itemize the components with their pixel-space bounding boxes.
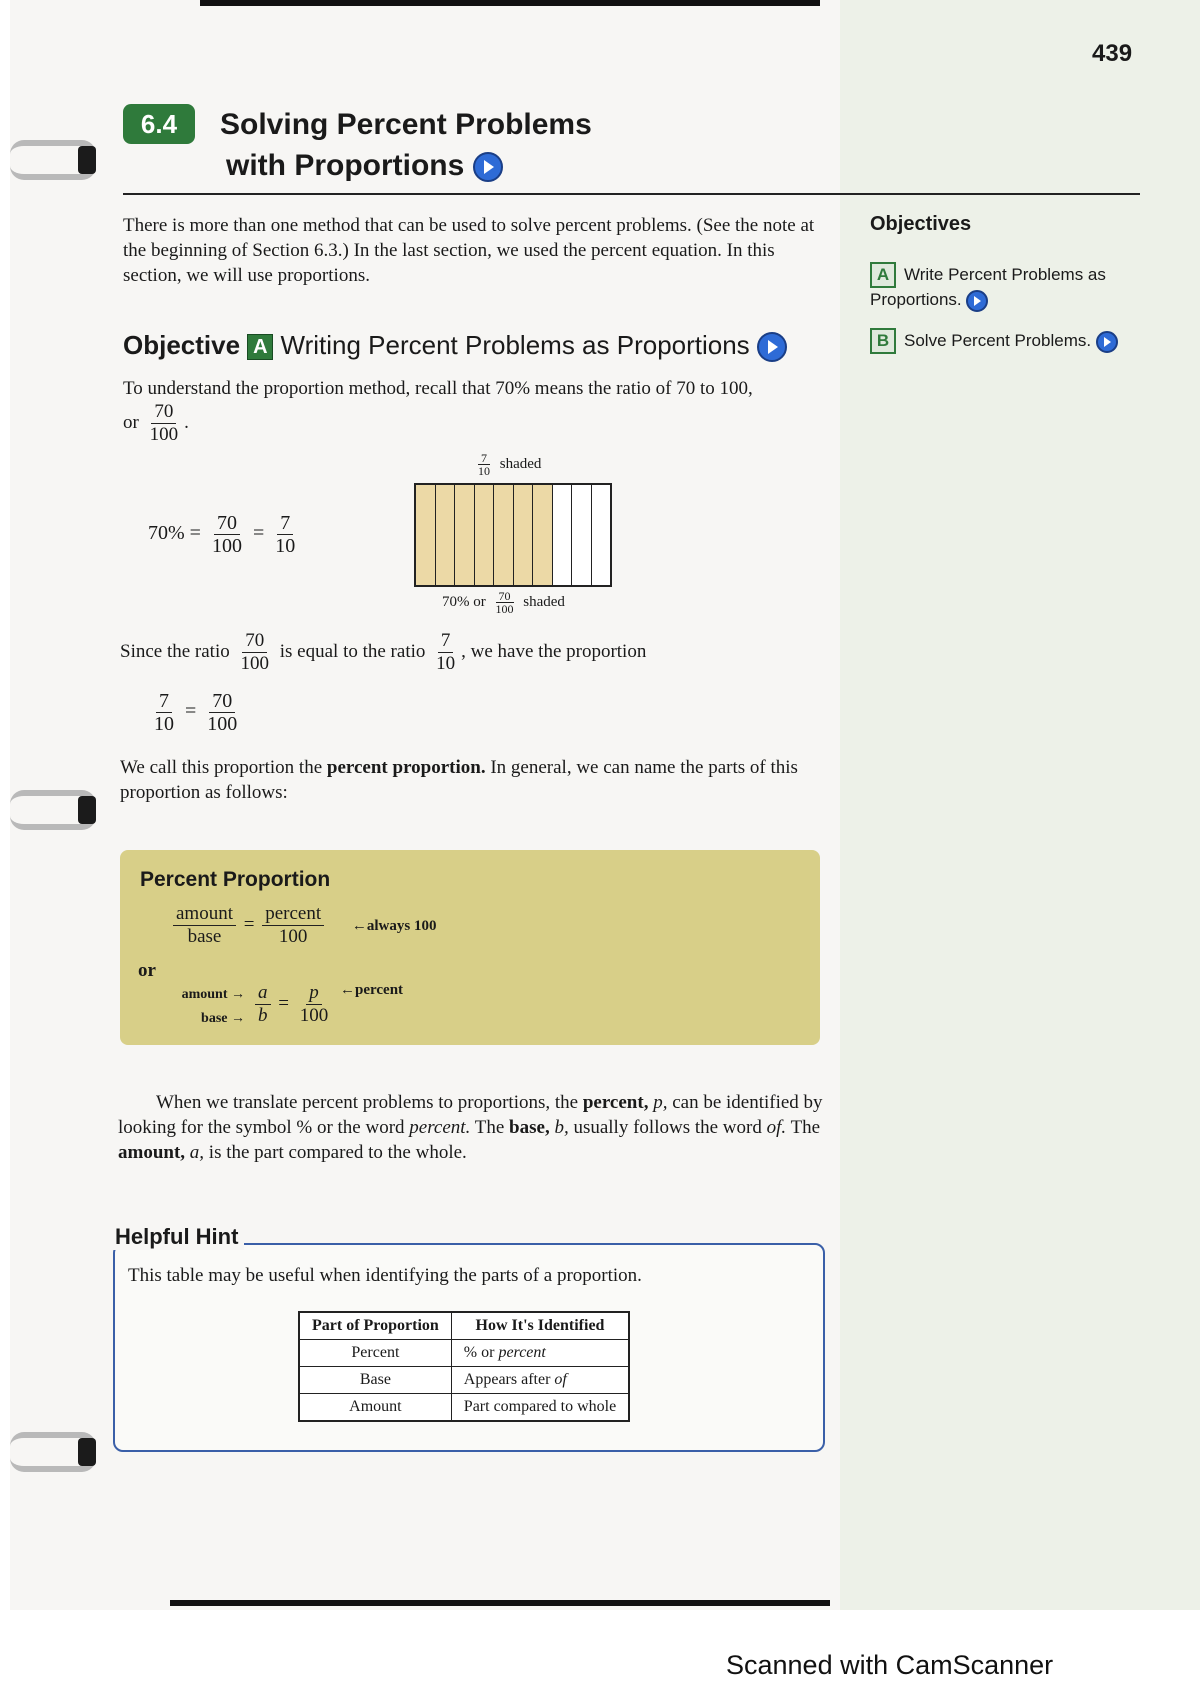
- always-100-note: ←always 100: [351, 917, 437, 934]
- shaded-grid: [414, 483, 612, 587]
- fraction: $\frac{7}{10}$: [275, 512, 296, 557]
- play-icon[interactable]: [1096, 331, 1118, 353]
- grid-top-text: shaded: [499, 456, 542, 472]
- var: b,: [554, 1117, 569, 1138]
- objectives-title: Objectives: [870, 213, 972, 235]
- paragraph-since: [120, 630, 840, 675]
- objective-letter: A: [870, 262, 896, 288]
- fraction: $\frac{70}{100}$: [207, 690, 238, 735]
- text: is the part compared to the whole.: [208, 1142, 467, 1163]
- scanner-watermark: Scanned with CamScanner: [726, 1650, 1054, 1680]
- text: usually follows the word: [573, 1117, 762, 1138]
- helpful-hint-text: This table may be useful when identifying the parts of a proportion.: [128, 1265, 642, 1286]
- table-header-row: [299, 1312, 629, 1340]
- section-number-badge: 6.4: [123, 104, 195, 144]
- table-row: [299, 1340, 629, 1367]
- grid-cell-shaded: [514, 485, 534, 585]
- var: p,: [653, 1092, 668, 1113]
- equation-70-percent: [148, 512, 301, 557]
- table-header: How It's Identified: [451, 1312, 629, 1340]
- text: , we have the proportion: [461, 640, 647, 662]
- eq-sign: =: [243, 913, 255, 935]
- var: percent.: [409, 1117, 471, 1138]
- paragraph-ratio: To understand the proportion method, recall that 70% means the ratio of 70 to 100, or $\frac{70}{100}$ .: [123, 378, 753, 445]
- percent-arrow: ←percent: [340, 982, 404, 998]
- fraction: $\frac{p}{100}$: [299, 982, 329, 1026]
- grid-cell: [592, 485, 611, 585]
- fraction: $\frac{a}{b}$: [255, 982, 271, 1027]
- term: base,: [509, 1117, 550, 1138]
- text: We call this proportion the: [120, 757, 323, 778]
- objective-item-b[interactable]: [870, 328, 1140, 354]
- text: Since the ratio: [120, 640, 230, 662]
- binder-ring-icon: [10, 140, 96, 180]
- bottom-edge: [170, 1600, 830, 1606]
- table-cell: Part compared to whole: [451, 1394, 629, 1422]
- grid-cell: [553, 485, 573, 585]
- objective-text: Write Percent Problems as Proportions.: [870, 265, 1106, 309]
- term: amount,: [118, 1142, 186, 1163]
- binder-ring-icon: [10, 1432, 96, 1472]
- grid-cell-shaded: [533, 485, 553, 585]
- margin-column: [840, 0, 1200, 1610]
- grid-cell-shaded: [455, 485, 475, 585]
- fraction: $\frac{7}{10}$: [478, 451, 490, 479]
- helpful-hint-title: Helpful Hint: [113, 1224, 244, 1250]
- grid-bottom-prefix: 70% or: [442, 594, 486, 610]
- objective-prefix: Objective: [123, 330, 241, 360]
- fraction: $\frac{70}{100}$: [495, 589, 514, 617]
- or-label: or: [138, 960, 156, 981]
- equation-proportion: [148, 690, 243, 735]
- objective-text: Solve Percent Problems.: [904, 331, 1092, 350]
- binder-ring-icon: [10, 790, 96, 830]
- grid-cell-shaded: [416, 485, 436, 585]
- percent-proportion-formula: [170, 903, 436, 948]
- grid-top-label: [472, 452, 541, 477]
- fraction: $\frac{\text{amount}}{\text{base}}$: [173, 903, 236, 948]
- term-percent-proportion: percent proportion.: [326, 757, 486, 778]
- table-row: [299, 1367, 629, 1394]
- eq-sign: =: [278, 992, 289, 1014]
- paragraph-ratio-or: or: [123, 411, 139, 433]
- intro-paragraph: There is more than one method that can be used to solve percent problems. (See the note at the beginning of Section 6.3.) In the last section, we used the percent equation. In this section, we will use proportions.: [123, 215, 815, 286]
- objective-letter-badge: A: [247, 334, 273, 360]
- table-cell: Amount: [299, 1394, 451, 1422]
- var: a,: [189, 1142, 205, 1163]
- objective-letter: B: [870, 328, 896, 354]
- table-row: [299, 1394, 629, 1422]
- title-rule: [123, 193, 1140, 195]
- fraction: $\frac{7}{10}$: [436, 630, 456, 674]
- eq-sign: =: [189, 522, 201, 545]
- fraction: $\frac{7}{10}$: [154, 690, 174, 735]
- eq-sign: =: [185, 700, 197, 723]
- table-cell: Percent: [299, 1340, 451, 1367]
- objective-item-a[interactable]: [870, 262, 1140, 312]
- play-icon[interactable]: [757, 332, 787, 362]
- fraction-70-100: $\frac{70}{100}$: [149, 401, 179, 445]
- paragraph-identify-parts: [118, 1090, 840, 1165]
- paragraph-percent-proportion: [120, 755, 842, 805]
- text: When we translate percent problems to proportions, the: [156, 1092, 579, 1113]
- var: of.: [766, 1117, 787, 1138]
- eq-sign: =: [252, 522, 265, 545]
- play-icon[interactable]: [473, 152, 503, 182]
- grid-bottom-label: [442, 590, 565, 615]
- text: is equal to the ratio: [279, 640, 426, 662]
- text: The: [790, 1117, 821, 1138]
- textbook-page: [10, 0, 1200, 1610]
- fraction: $\frac{70}{100}$: [240, 630, 269, 674]
- grid-bottom-text: shaded: [523, 594, 565, 610]
- section-title-line1: Solving Percent Problems: [220, 108, 592, 141]
- table-header: Part of Proportion: [299, 1312, 451, 1340]
- text: In general, we can name the parts of this proportion as follows:: [120, 757, 798, 803]
- table-cell: Appears after of: [451, 1367, 629, 1394]
- eq-lhs: 70%: [148, 522, 185, 545]
- percent-proportion-title: Percent Proportion: [140, 868, 331, 891]
- fraction: $\frac{\text{percent}}{100}$: [262, 903, 324, 948]
- section-title-line2: [226, 149, 503, 183]
- play-icon[interactable]: [966, 290, 988, 312]
- top-edge: [200, 0, 820, 6]
- term: percent,: [582, 1092, 649, 1113]
- base-arrow: base →: [201, 1011, 245, 1026]
- fraction: $\frac{70}{100}$: [211, 512, 242, 557]
- paragraph-ratio-text: To understand the proportion method, recall that 70% means the ratio of 70 to 100,: [123, 378, 753, 399]
- objective-title: Writing Percent Problems as Proportions: [280, 330, 750, 360]
- table-cell: Base: [299, 1367, 451, 1394]
- text: The: [474, 1117, 505, 1138]
- page-number: 439: [1092, 40, 1133, 67]
- amount-base-arrows: [167, 983, 245, 1031]
- amount-arrow: amount →: [181, 987, 245, 1002]
- proportion-parts-table: [298, 1311, 630, 1422]
- text: can be identified by looking for the symbol % or the word: [118, 1092, 823, 1138]
- letter-proportion: [252, 982, 334, 1027]
- grid-cell: [572, 485, 592, 585]
- grid-cell-shaded: [494, 485, 514, 585]
- section-title-text: with Proportions: [226, 149, 465, 182]
- objective-a-heading: [123, 330, 787, 362]
- grid-cell-shaded: [436, 485, 456, 585]
- table-cell: % or percent: [451, 1340, 629, 1367]
- grid-cell-shaded: [475, 485, 495, 585]
